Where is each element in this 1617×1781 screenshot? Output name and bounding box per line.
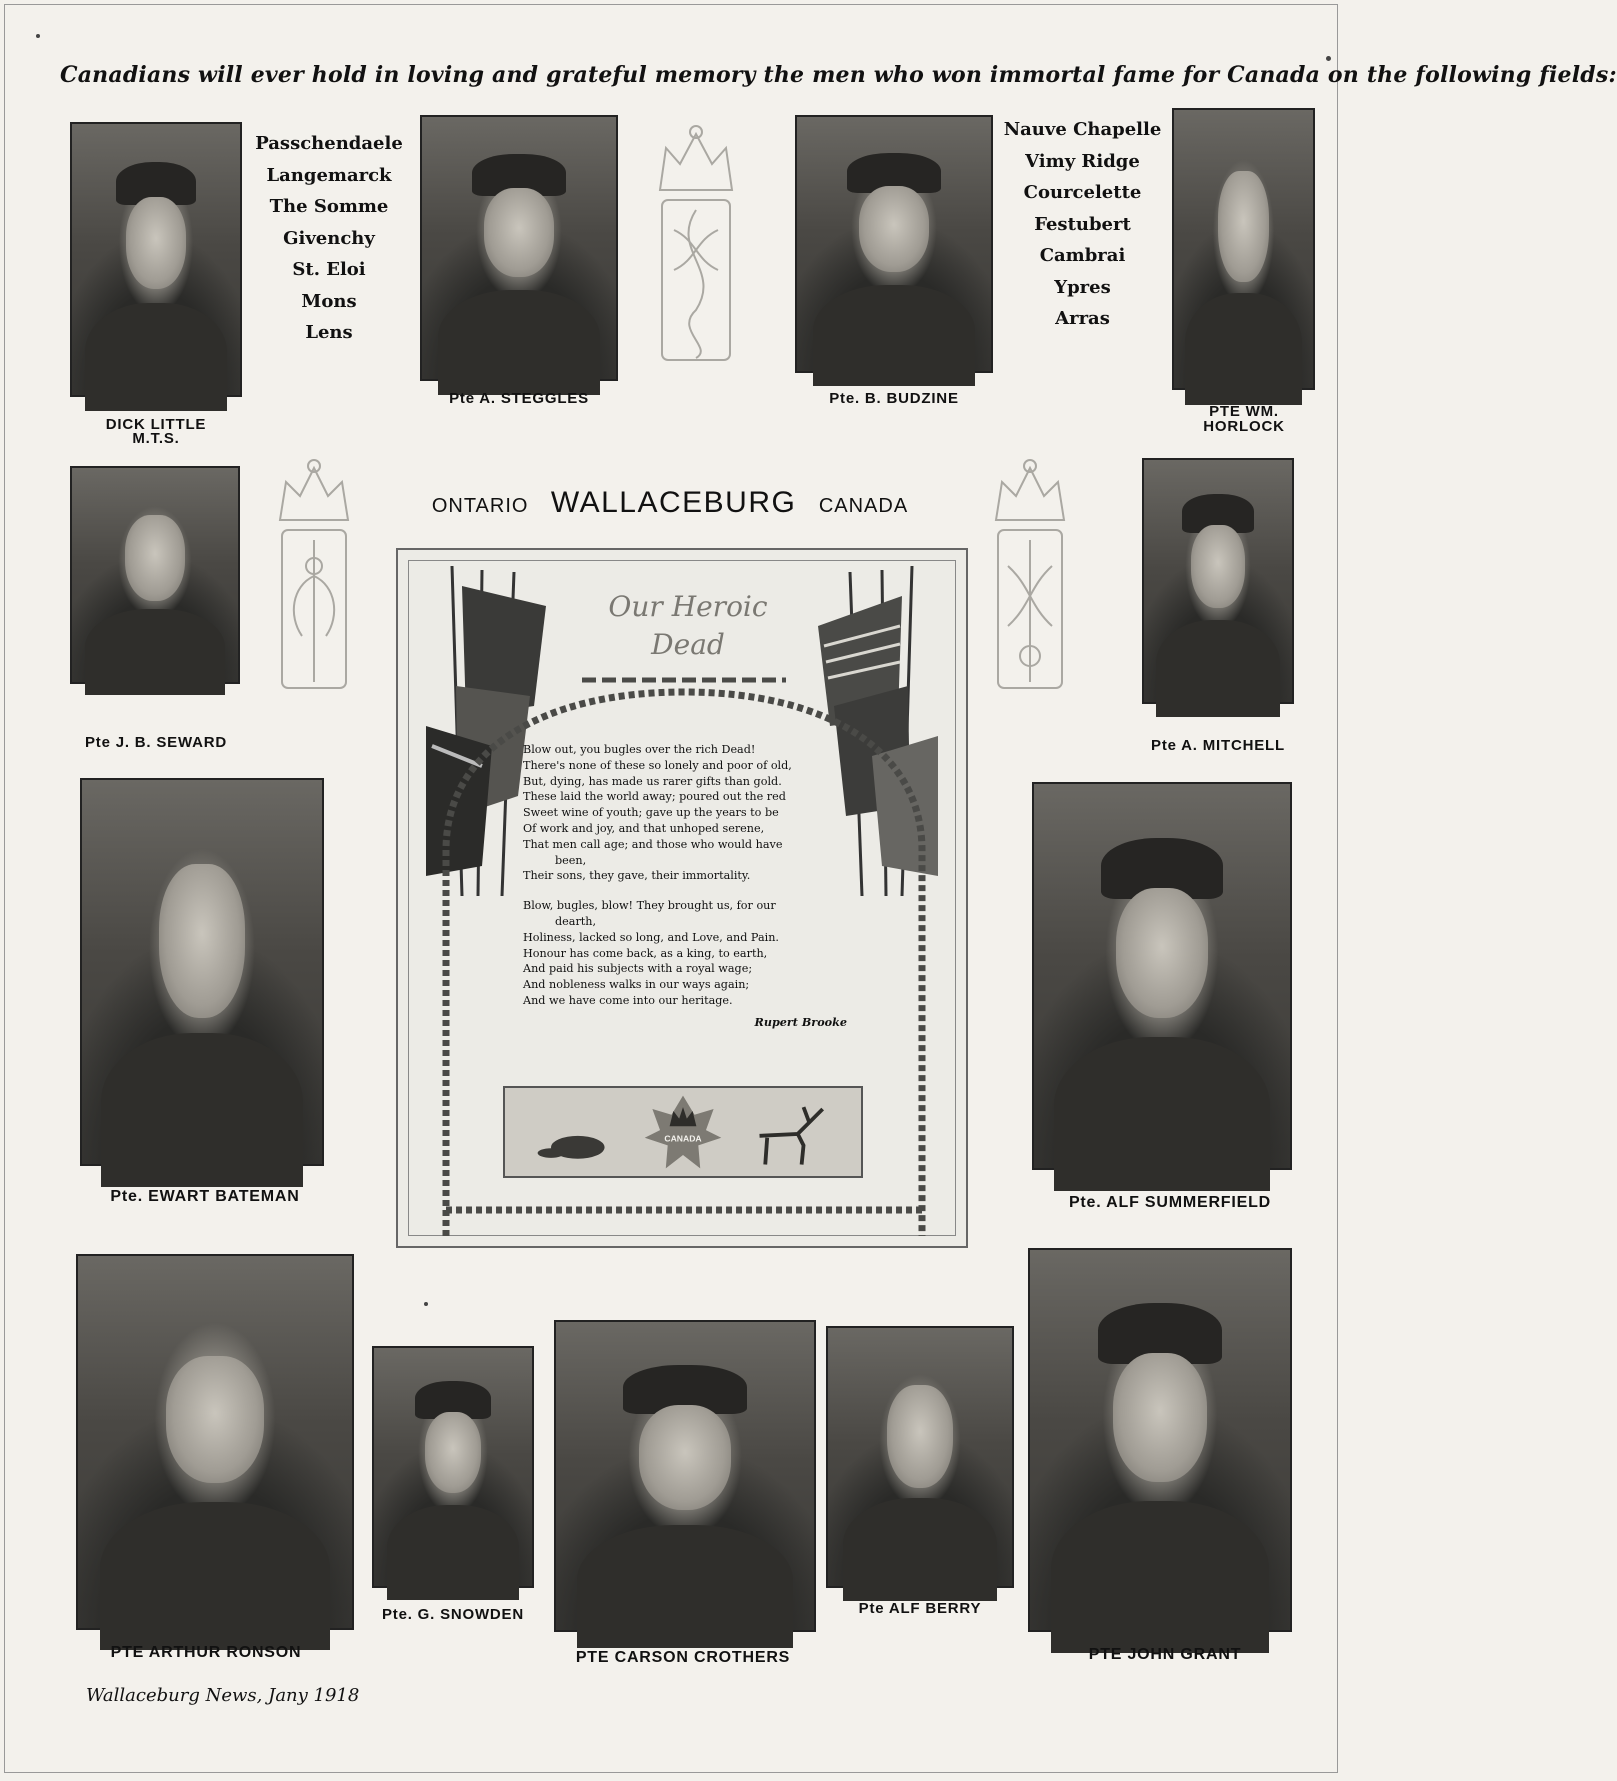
print-speck — [1326, 56, 1331, 61]
photo-grant — [1028, 1248, 1292, 1632]
battles-left-list: Passchendaele Langemarck The Somme Givenchy St. Eloi Mons Lens — [255, 133, 403, 343]
photo-steggles — [420, 115, 618, 381]
caption-steggles: Pte A. STEGGLES — [449, 390, 589, 407]
emblem-label: CANADA — [664, 1133, 702, 1144]
memorial-banner: Canadians will ever hold in loving and grateful memory the men who won immortal fame for Canada on the following fields: — [60, 62, 1617, 88]
caption-bateman: Pte. EWART BATEMAN — [110, 1188, 300, 1205]
caption-summerfield: Pte. ALF SUMMERFIELD — [1068, 1194, 1272, 1211]
battles-right-list: Nauve Chapelle Vimy Ridge Courcelette Festubert Cambrai Ypres Arras — [1003, 119, 1162, 329]
poster-title: Our Heroic Dead — [608, 590, 768, 661]
photo-bateman — [80, 778, 324, 1166]
photo-budzine — [795, 115, 993, 373]
poem-author: Rupert Brooke — [754, 1014, 847, 1029]
crown-crest-left-icon — [272, 456, 356, 694]
beaver-caribou-scene — [503, 1086, 863, 1178]
photo-ronson — [76, 1254, 354, 1630]
poem-text: Blow out, you bugles over the rich Dead! There's none of these so lonely and poor of old, But, dying, has made us rarer gifts than gold. These laid the world away; poured out the red Sweet wine of youth; gave up the years to be Of work and joy, and that unhoped serene, That men call age; and those who would have been, Their sons, they gave, their immortality. Blow, bugles, blow! They brought us, for our dearth, Holiness, lacked so long, and Love, and Pain. Honour has come back, as a king, to earth, And paid his subjects with a royal wage; And nobleness walks in our ways again; And we have come into our heritage. Rupert Brooke — [523, 742, 853, 1031]
crown-crest-right-icon — [988, 456, 1072, 694]
caption-mitchell: Pte A. MITCHELL — [1151, 737, 1285, 754]
print-speck — [424, 1302, 428, 1306]
caption-crothers: PTE CARSON CROTHERS — [575, 1649, 791, 1666]
photo-snowden — [372, 1346, 534, 1588]
heroic-dead-poster — [396, 548, 968, 1248]
photo-berry — [826, 1326, 1014, 1588]
newspaper-credit: Wallaceburg News, Jany 1918 — [86, 1685, 360, 1706]
photo-crothers — [554, 1320, 816, 1632]
caption-horlock: PTE WM. HORLOCK — [1203, 403, 1285, 435]
photo-dick-little — [70, 122, 242, 397]
caption-budzine: Pte. B. BUDZINE — [829, 390, 959, 407]
caption-berry: Pte ALF BERRY — [858, 1600, 982, 1617]
photo-horlock — [1172, 108, 1315, 390]
print-speck — [36, 34, 40, 38]
photo-seward — [70, 466, 240, 684]
photo-mitchell — [1142, 458, 1294, 704]
caption-snowden: Pte. G. SNOWDEN — [381, 1606, 524, 1623]
caption-seward: Pte J. B. SEWARD — [85, 734, 227, 751]
photo-summerfield — [1032, 782, 1292, 1170]
town-province: ONTARIO — [431, 495, 529, 517]
caption-dick-little: DICK LITTLE M.T.S. — [105, 416, 207, 447]
caption-grant: PTE JOHN GRANT — [1088, 1646, 1242, 1663]
town-name: WALLACEBURG — [550, 486, 797, 519]
town-country: CANADA — [818, 495, 909, 517]
town-heading — [430, 486, 910, 520]
crown-crest-icon — [650, 120, 742, 368]
caption-ronson: PTE ARTHUR RONSON — [110, 1644, 302, 1661]
